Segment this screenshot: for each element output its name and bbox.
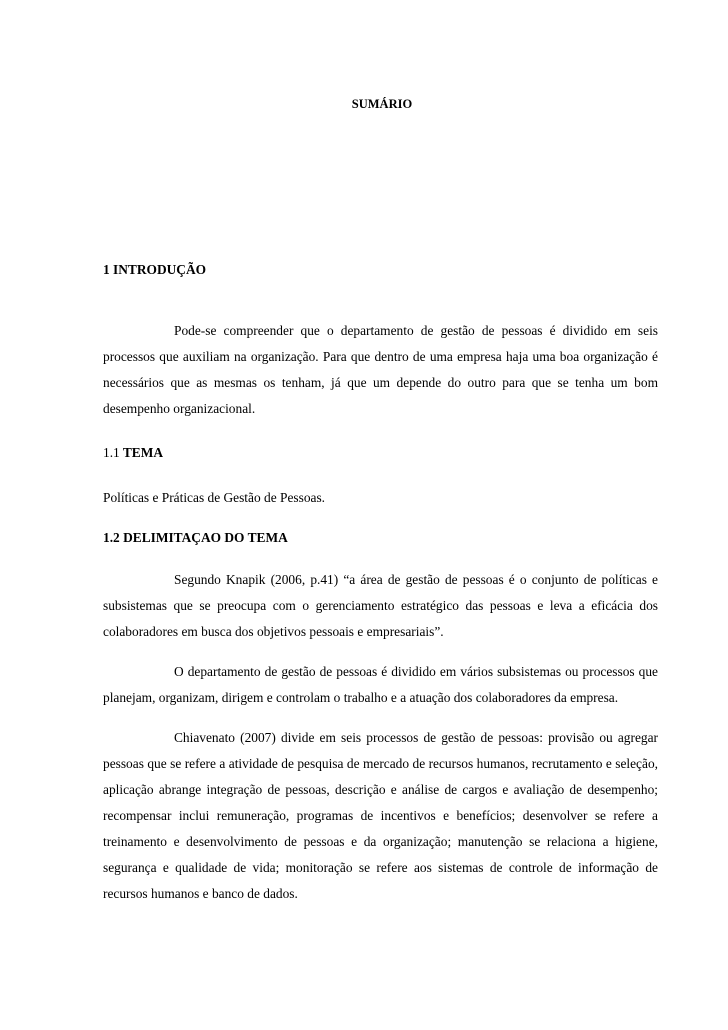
tema-heading xyxy=(103,442,658,464)
delimitacao-paragraph-2: O departamento de gestão de pessoas é dividido em vários subsistemas ou processos que planejam, organizam, dirigem e controlam o trabalho e a atuação dos colaboradores da empresa. xyxy=(103,664,658,705)
intro-heading: 1 INTRODUÇÃO xyxy=(103,262,207,277)
tema-number: 1.1 xyxy=(103,445,120,460)
intro-paragraph: Pode-se compreender que o departamento de gestão de pessoas é dividido em seis processos que auxiliam na organização. Para que dentro de uma empresa haja uma boa organização é necessários que as mesmas os tenham, já que um depende do outro para que se tenha um bom desempenho organizacional. xyxy=(103,323,658,416)
tema-text: Políticas e Práticas de Gestão de Pessoas. xyxy=(103,490,326,505)
delimitacao-paragraph-3: Chiavenato (2007) divide em seis processos de gestão de pessoas: provisão ou agregar pessoas que se refere a atividade de pesquisa de mercado de recursos humanos, recrutamento e seleção, aplicação abrange integração de pessoas, descrição e análise de cargos e avaliação de desempenho; recompensar inclui remuneração, programas de incentivos e benefícios; desenvolver se refere a treinamento e desenvolvimento de pessoas e da organização; manutenção se relaciona a higiene, segurança e qualidade de vida; monitoração se refere aos sistemas de controle de informação de recursos humanos e banco de dados. xyxy=(103,730,658,901)
document-body xyxy=(103,259,658,907)
delimitacao-paragraph-1: Segundo Knapik (2006, p.41) “a área de gestão de pessoas é o conjunto de políticas e subsistemas que se preocupa com o gerenciamento estratégico das pessoas e leva a eficácia dos colaboradores em busca dos objetivos pessoais e empresariais”. xyxy=(103,572,658,639)
summary-title: SUMÁRIO xyxy=(351,97,413,111)
delimitacao-heading: 1.2 DELIMITAÇAO DO TEMA xyxy=(103,530,288,545)
tema-label: TEMA xyxy=(122,445,164,460)
